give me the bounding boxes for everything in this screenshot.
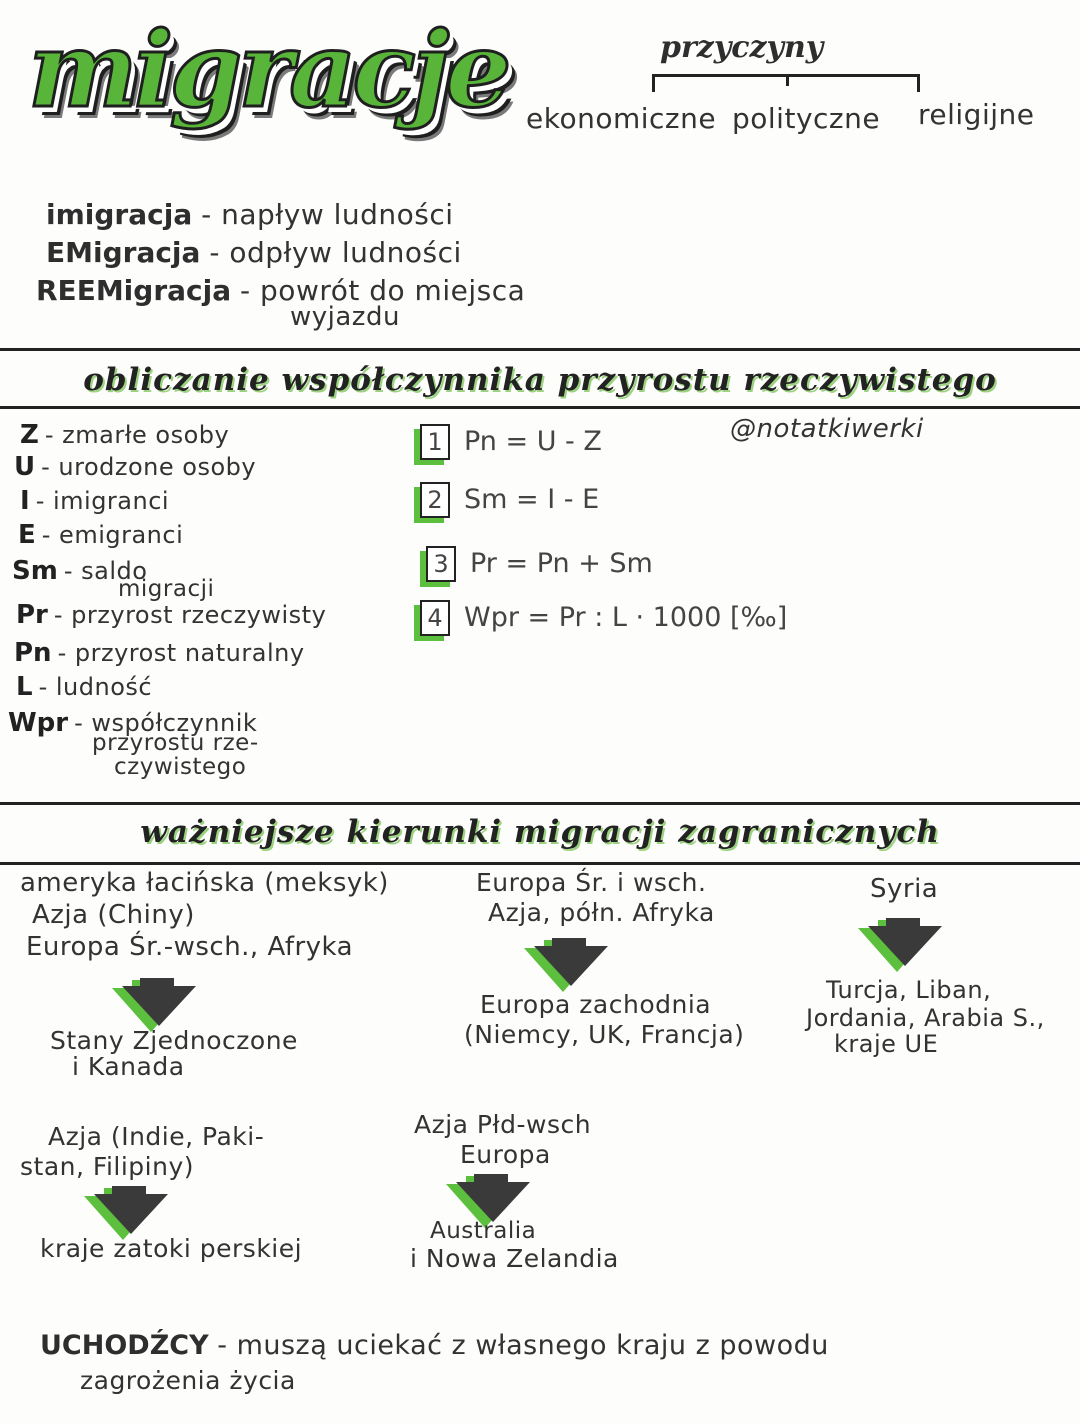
flow-destination: kraje UE	[834, 1030, 939, 1058]
causes-heading: przyczyny	[660, 30, 824, 65]
legend-item: Z - zmarłe osoby	[20, 420, 230, 450]
flow-origin: Europa Śr. i wsch.	[476, 868, 707, 897]
author-handle: @notatkiwerki	[730, 414, 924, 444]
arrow-down-icon	[858, 916, 948, 972]
flow-origin: Azja Płd-wsch	[414, 1110, 592, 1139]
flow-destination: i Kanada	[72, 1052, 185, 1081]
legend-item: U - urodzone osoby	[14, 452, 257, 482]
flow-destination: Australia	[430, 1218, 537, 1244]
formula-4: 4 Wpr = Pr : L · 1000 [‰]	[420, 600, 787, 636]
formula-1: 1 Pn = U - Z	[420, 424, 602, 460]
legend-item: L - ludność	[16, 672, 153, 702]
flow-origin: stan, Filipiny)	[20, 1152, 194, 1181]
flow-destination: Turcja, Liban,	[826, 976, 992, 1004]
section-divider	[0, 862, 1080, 865]
legend-item: Pn - przyrost naturalny	[14, 638, 305, 668]
flow-destination: (Niemcy, UK, Francja)	[464, 1020, 745, 1049]
arrow-down-icon	[112, 976, 202, 1032]
flow-destination: i Nowa Zelandia	[410, 1244, 619, 1273]
flow-destination: Jordania, Arabia S.,	[806, 1004, 1045, 1032]
legend-item-cont: przyrostu rze-	[92, 730, 259, 756]
cause-religious: religijne	[918, 98, 1035, 131]
definition-emigration: EMigracja - odpływ ludności	[46, 236, 462, 269]
legend-item-cont: migracji	[118, 576, 215, 602]
definition-reemigration-cont: wyjazdu	[290, 302, 400, 332]
flow-origin: Europa	[460, 1140, 551, 1169]
legend-item: Sm - saldo	[12, 556, 148, 586]
flow-origin: ameryka łacińska (meksyk)	[20, 868, 389, 898]
formula-2: 2 Sm = I - E	[420, 482, 599, 518]
definition-reemigration: REEMigracja - powrót do miejsca	[36, 274, 526, 307]
flow-origin: Europa Śr.-wsch., Afryka	[26, 932, 354, 962]
section-heading-directions: ważniejsze kierunki migracji zagranicznych	[140, 814, 940, 850]
section-divider	[0, 802, 1080, 805]
arrow-down-icon	[84, 1184, 174, 1240]
flow-origin: Syria	[870, 874, 939, 904]
flow-origin: Azja (Chiny)	[32, 900, 195, 930]
definition-immigration: imigracja - napływ ludności	[46, 198, 454, 231]
cause-political: polityczne	[732, 102, 881, 135]
section-heading-formulas: obliczanie współczynnika przyrostu rzeczywistego	[83, 362, 997, 398]
page-title: migracje	[28, 8, 508, 131]
arrow-down-icon	[524, 936, 614, 992]
flow-destination: Europa zachodnia	[480, 990, 712, 1019]
flow-destination: Stany Zjednoczone	[50, 1026, 298, 1055]
formula-3: 3 Pr = Pn + Sm	[426, 546, 653, 582]
cause-economic: ekonomiczne	[526, 102, 717, 135]
flow-origin: Azja (Indie, Paki-	[48, 1122, 265, 1151]
section-divider	[0, 348, 1080, 351]
section-divider	[0, 406, 1080, 409]
definition-refugees-cont: zagrożenia życia	[80, 1366, 296, 1395]
definition-refugees: UCHODŹCY - muszą uciekać z własnego kraju z powodu	[40, 1330, 829, 1361]
legend-item: E - emigranci	[18, 520, 184, 550]
legend-item: I - imigranci	[20, 486, 170, 516]
legend-item: Pr - przyrost rzeczywisty	[16, 600, 327, 630]
legend-item: Wpr - współczynnik	[8, 708, 258, 738]
flow-origin: Azja, półn. Afryka	[488, 898, 715, 927]
legend-item-cont: czywistego	[114, 754, 247, 780]
flow-destination: kraje zatoki perskiej	[40, 1234, 303, 1263]
